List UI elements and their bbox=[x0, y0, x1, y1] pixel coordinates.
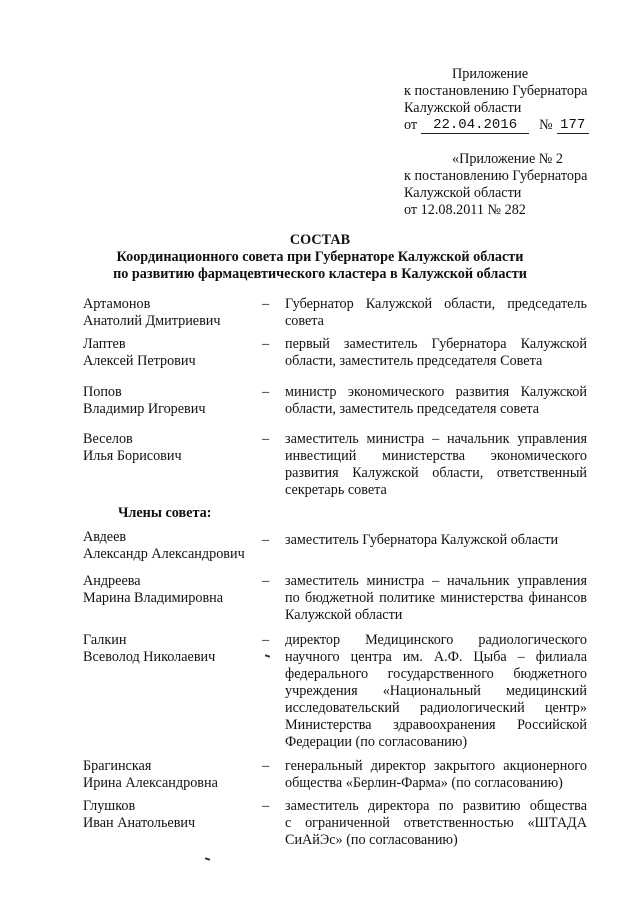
surname: Галкин bbox=[83, 632, 127, 648]
leader-name-artamonov bbox=[83, 296, 221, 330]
position-line: научного центра им. А.Ф. Цыба – филиала bbox=[285, 649, 587, 665]
appendix-original-label: «Приложение № 2 bbox=[452, 151, 563, 167]
appendix-original bbox=[404, 151, 587, 219]
position-line: по бюджетной политике министерства финансов bbox=[285, 590, 587, 606]
appendix-original-date: от 12.08.2011 № 282 bbox=[404, 202, 526, 218]
position-line: инвестиций министерства экономического bbox=[285, 448, 587, 464]
appendix-original-region: Калужской области bbox=[404, 185, 522, 201]
leader-name-veselov bbox=[83, 431, 182, 465]
surname: Авдеев bbox=[83, 529, 127, 545]
member-name-galkin bbox=[83, 632, 215, 666]
leader-name-popov bbox=[83, 384, 206, 418]
position-line: области, заместитель председателя совета bbox=[285, 401, 540, 417]
surname: Андреева bbox=[83, 573, 141, 589]
decree-number: 177 bbox=[557, 118, 589, 134]
position-line: первый заместитель Губернатора Калужской bbox=[285, 336, 587, 352]
leader-position-artamonov bbox=[285, 296, 587, 330]
position-line: заместитель министра – начальник управления bbox=[285, 573, 587, 589]
leader-position-laptev bbox=[285, 336, 587, 370]
dash: – bbox=[262, 632, 270, 648]
dash: – bbox=[262, 431, 270, 447]
leader-position-popov bbox=[285, 384, 587, 418]
surname: Попов bbox=[83, 384, 122, 400]
position-line: учреждения «Национальный медицинский bbox=[285, 683, 587, 699]
appendix-region: Калужской области bbox=[404, 100, 522, 116]
position-line: СиАйЭс» (по согласованию) bbox=[285, 832, 458, 848]
position-line: заместитель министра – начальник управления bbox=[285, 431, 587, 447]
position-line: заместитель Губернатора Калужской области bbox=[285, 532, 559, 548]
appendix-label: Приложение bbox=[452, 66, 529, 82]
given-names: Анатолий Дмитриевич bbox=[83, 313, 221, 329]
given-names: Иван Анатольевич bbox=[83, 815, 196, 831]
position-line: исследовательский радиологический центр» bbox=[285, 700, 587, 716]
date-prefix: от bbox=[404, 117, 418, 133]
appendix-decree: к постановлению Губернатора bbox=[404, 83, 588, 99]
given-names: Всеволод Николаевич bbox=[83, 649, 216, 665]
dash: – bbox=[262, 336, 270, 352]
given-names: Ирина Александровна bbox=[83, 775, 218, 791]
surname: Глушков bbox=[83, 798, 136, 814]
position-line: директор Медицинского радиологического bbox=[285, 632, 587, 648]
member-position-avdeev bbox=[285, 532, 587, 549]
member-position-galkin bbox=[285, 632, 587, 751]
given-names: Илья Борисович bbox=[83, 448, 182, 464]
dash: – bbox=[262, 296, 270, 312]
surname: Артамонов bbox=[83, 296, 151, 312]
position-line: Губернатор Калужской области, председатель bbox=[285, 296, 587, 312]
given-names: Александр Александрович bbox=[83, 546, 245, 562]
member-position-glushkov bbox=[285, 798, 587, 849]
position-line: федерального государственного бюджетного bbox=[285, 666, 587, 682]
number-prefix: № bbox=[539, 117, 553, 133]
appendix-header bbox=[404, 66, 589, 134]
member-name-andreeva bbox=[83, 573, 223, 607]
position-line: с ограниченной ответственностью «ШТАДА bbox=[285, 815, 587, 831]
member-position-braginskaya bbox=[285, 758, 587, 792]
leader-position-veselov bbox=[285, 431, 587, 499]
position-line: Министерства здравоохранения Российской bbox=[285, 717, 587, 733]
title-line-1: СОСТАВ bbox=[289, 232, 351, 248]
given-names: Алексей Петрович bbox=[83, 353, 196, 369]
member-name-avdeev bbox=[83, 529, 245, 563]
appendix-original-decree: к постановлению Губернатора bbox=[404, 168, 588, 184]
dash: – bbox=[262, 573, 270, 589]
position-line: генеральный директор закрытого акционерного bbox=[285, 758, 587, 774]
dash: – bbox=[262, 798, 270, 814]
position-line: совета bbox=[285, 313, 324, 329]
position-line: министр экономического развития Калужской bbox=[285, 384, 587, 400]
dash: – bbox=[262, 384, 270, 400]
position-line: Федерации (по согласованию) bbox=[285, 734, 468, 750]
position-line: секретарь совета bbox=[285, 482, 387, 498]
position-line: заместитель директора по развитию общества bbox=[285, 798, 587, 814]
given-names: Владимир Игоревич bbox=[83, 401, 206, 417]
position-line: общества «Берлин-Фарма» (по согласованию) bbox=[285, 775, 563, 791]
dash: – bbox=[262, 758, 270, 774]
title-line-2: Координационного совета при Губернаторе Калужской области bbox=[116, 249, 524, 265]
scan-speck bbox=[205, 857, 210, 861]
surname: Брагинская bbox=[83, 758, 152, 774]
member-name-glushkov bbox=[83, 798, 195, 832]
position-line: Калужской области bbox=[285, 607, 403, 623]
decree-date: 22.04.2016 bbox=[421, 118, 529, 134]
surname: Лаптев bbox=[83, 336, 126, 352]
position-line: развития Калужской области, ответственный bbox=[285, 465, 587, 481]
document-title bbox=[0, 232, 640, 283]
leader-name-laptev bbox=[83, 336, 196, 370]
position-line: области, заместитель председателя Совета bbox=[285, 353, 543, 369]
member-name-braginskaya bbox=[83, 758, 218, 792]
appendix-date-line bbox=[404, 117, 589, 134]
member-position-andreeva bbox=[285, 573, 587, 624]
scan-speck bbox=[265, 654, 270, 658]
title-line-3: по развитию фармацевтического кластера в Калужской области bbox=[113, 266, 527, 282]
members-heading: Члены совета: bbox=[118, 505, 212, 521]
dash: – bbox=[262, 532, 270, 548]
given-names: Марина Владимировна bbox=[83, 590, 224, 606]
surname: Веселов bbox=[83, 431, 133, 447]
